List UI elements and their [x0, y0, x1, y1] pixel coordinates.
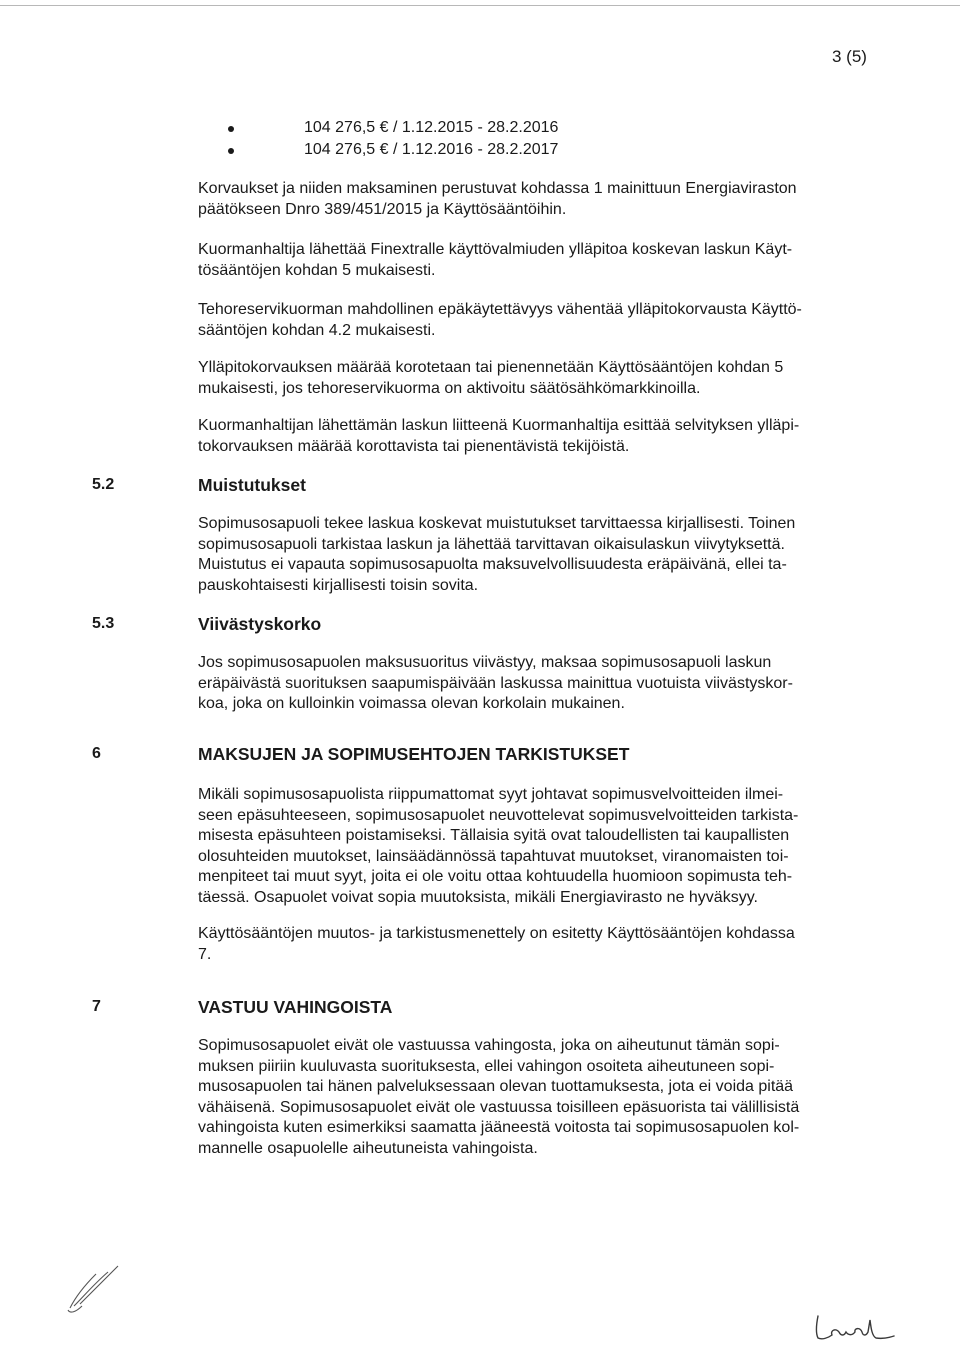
attachment-paragraph — [198, 416, 870, 457]
adjustment-paragraph — [198, 358, 870, 399]
invoice-paragraph — [198, 240, 870, 281]
text-line: olosuhteiden muutokset, lainsäädännössä tapahtuvat muutokset, viranomaisten toi- — [198, 847, 789, 865]
section-6-paragraph — [198, 785, 870, 909]
text-line: musosapuolen tai hänen palveluksessaan olevan tuottamuksesta, jota ei voida pitää — [198, 1078, 794, 1096]
text-line: Jos sopimusosapuolen maksusuoritus viivästyy, maksaa sopimusosapuoli laskun — [198, 654, 772, 671]
text-line: mannelle osapuolelle aiheutuneista vahingoista. — [198, 1139, 538, 1157]
text-line: Korvaukset ja niiden maksaminen perustuvat kohdassa 1 mainittuun Energiaviraston — [198, 180, 797, 197]
text-line: Sopimusosapuolet eivät ole vastuussa vahingosta, joka on aiheutunut tämän sopi- — [198, 1037, 780, 1054]
text-line: Kuormanhaltijan lähettämän laskun liitteenä Kuormanhaltija esittää selvityksen ylläpi- — [198, 417, 800, 434]
compensation-basis-paragraph — [198, 179, 870, 220]
list-item — [228, 139, 558, 161]
text-line: päätökseen Dnro 389/451/2015 ja Käyttösääntöihin. — [198, 200, 567, 218]
text-line: Sopimusosapuoli tekee laskua koskevat muistutukset tarvittaessa kirjallisesti. Toinen — [198, 515, 796, 532]
text-line: tösääntöjen kohdan 5 mukaisesti. — [198, 261, 436, 279]
period-amount-text: 104 276,5 € / 1.12.2016 - 28.2.2017 — [304, 141, 559, 158]
text-line: Kuormanhaltija lähettää Finextralle käyttövalmiuden ylläpitoa koskevan laskun Käyt- — [198, 241, 793, 258]
section-5-2-paragraph — [198, 514, 870, 596]
handwritten-signature — [808, 1308, 918, 1348]
text-line: vahingoista kuten esimerkiksi saamatta jääneestä voitosta tai sopimusosapuolen kol- — [198, 1119, 800, 1137]
unavailability-paragraph — [198, 300, 870, 341]
text-line: menpiteet tai muut syyt, joita ei ole voitu ottaa kohtuudella huomioon sopimusta teh- — [198, 868, 793, 886]
section-number: 5.2 — [92, 476, 115, 493]
period-amount-text: 104 276,5 € / 1.12.2015 - 28.2.2016 — [304, 119, 559, 136]
section-title: MAKSUJEN JA SOPIMUSEHTOJEN TARKISTUKSET — [198, 744, 630, 764]
text-line: muksen piiriin kuuluvasta suorituksesta, ellei vahingon osoiteta aiheutuneen sopi- — [198, 1057, 775, 1075]
text-line: tokorvauksen määrää korottavista tai pienentävistä tekijöistä. — [198, 437, 630, 455]
page-number: 3 (5) — [832, 47, 867, 66]
section-number: 7 — [92, 998, 101, 1015]
handwritten-initials — [60, 1256, 130, 1316]
text-line: Muistutus ei vapauta sopimusosapuolta maksuvelvollisuudesta eräpäivänä, ellei ta- — [198, 556, 787, 574]
bullet-icon — [228, 148, 234, 154]
period-amount-list — [228, 117, 558, 161]
text-line: eräpäivästä suorituksen saapumispäivään laskussa mainittua vuotuista viivästyskor- — [198, 674, 793, 692]
section-title: VASTUU VAHINGOISTA — [198, 997, 393, 1017]
text-line: sopimusosapuoli tarkistaa laskun ja lähettää tarvittavan oikaisulaskun viivytyksettä. — [198, 535, 785, 553]
section-title: Muistutukset — [198, 475, 306, 495]
text-line: Ylläpitokorvauksen määrää korotetaan tai pienennetään Käyttösääntöjen kohdan 5 — [198, 359, 784, 376]
text-line: misesta epäsuhteen poistamiseksi. Tällaisia syitä ovat taloudellisten tai kaupallisten — [198, 827, 790, 845]
text-line: koa, joka on kulloinkin voimassa olevan korkolain mukainen. — [198, 695, 625, 713]
section-6-paragraph — [198, 924, 870, 965]
section-7-paragraph — [198, 1036, 870, 1160]
text-line: Tehoreservikuorman mahdollinen epäkäytettävyys vähentää ylläpitokorvausta Käyttö- — [198, 301, 802, 318]
text-line: mukaisesti, jos tehoreservikuorma on aktivoitu säätösähkömarkkinoilla. — [198, 379, 701, 397]
text-line: Käyttösääntöjen muutos- ja tarkistusmenettely on esitetty Käyttösääntöjen kohdassa — [198, 925, 795, 942]
list-item — [228, 117, 558, 139]
page-top-rule — [0, 5, 960, 6]
text-line: pauskohtaisesti kirjallisesti toisin sovita. — [198, 576, 479, 594]
text-line: sääntöjen kohdan 4.2 mukaisesti. — [198, 321, 436, 339]
text-line: seen epäsuhteeseen, sopimusosapuolet neuvottelevat sopimusvelvoitteiden tarkista- — [198, 806, 799, 824]
bullet-icon — [228, 126, 234, 132]
section-5-3-paragraph — [198, 653, 870, 715]
text-line: Mikäli sopimusosapuolista riippumattomat syyt johtavat sopimusvelvoitteiden ilmei- — [198, 786, 784, 803]
text-line: täessä. Osapuolet voivat sopia muutoksista, mikäli Energiavirasto ne hyväksyy. — [198, 888, 758, 906]
text-line: 7. — [198, 945, 212, 963]
section-number: 6 — [92, 745, 101, 762]
text-line: vähäisenä. Sopimusosapuolet eivät ole vastuussa toisilleen epäsuorista tai välillisistä — [198, 1098, 800, 1116]
section-title: Viivästyskorko — [198, 614, 322, 634]
section-number: 5.3 — [92, 615, 115, 632]
